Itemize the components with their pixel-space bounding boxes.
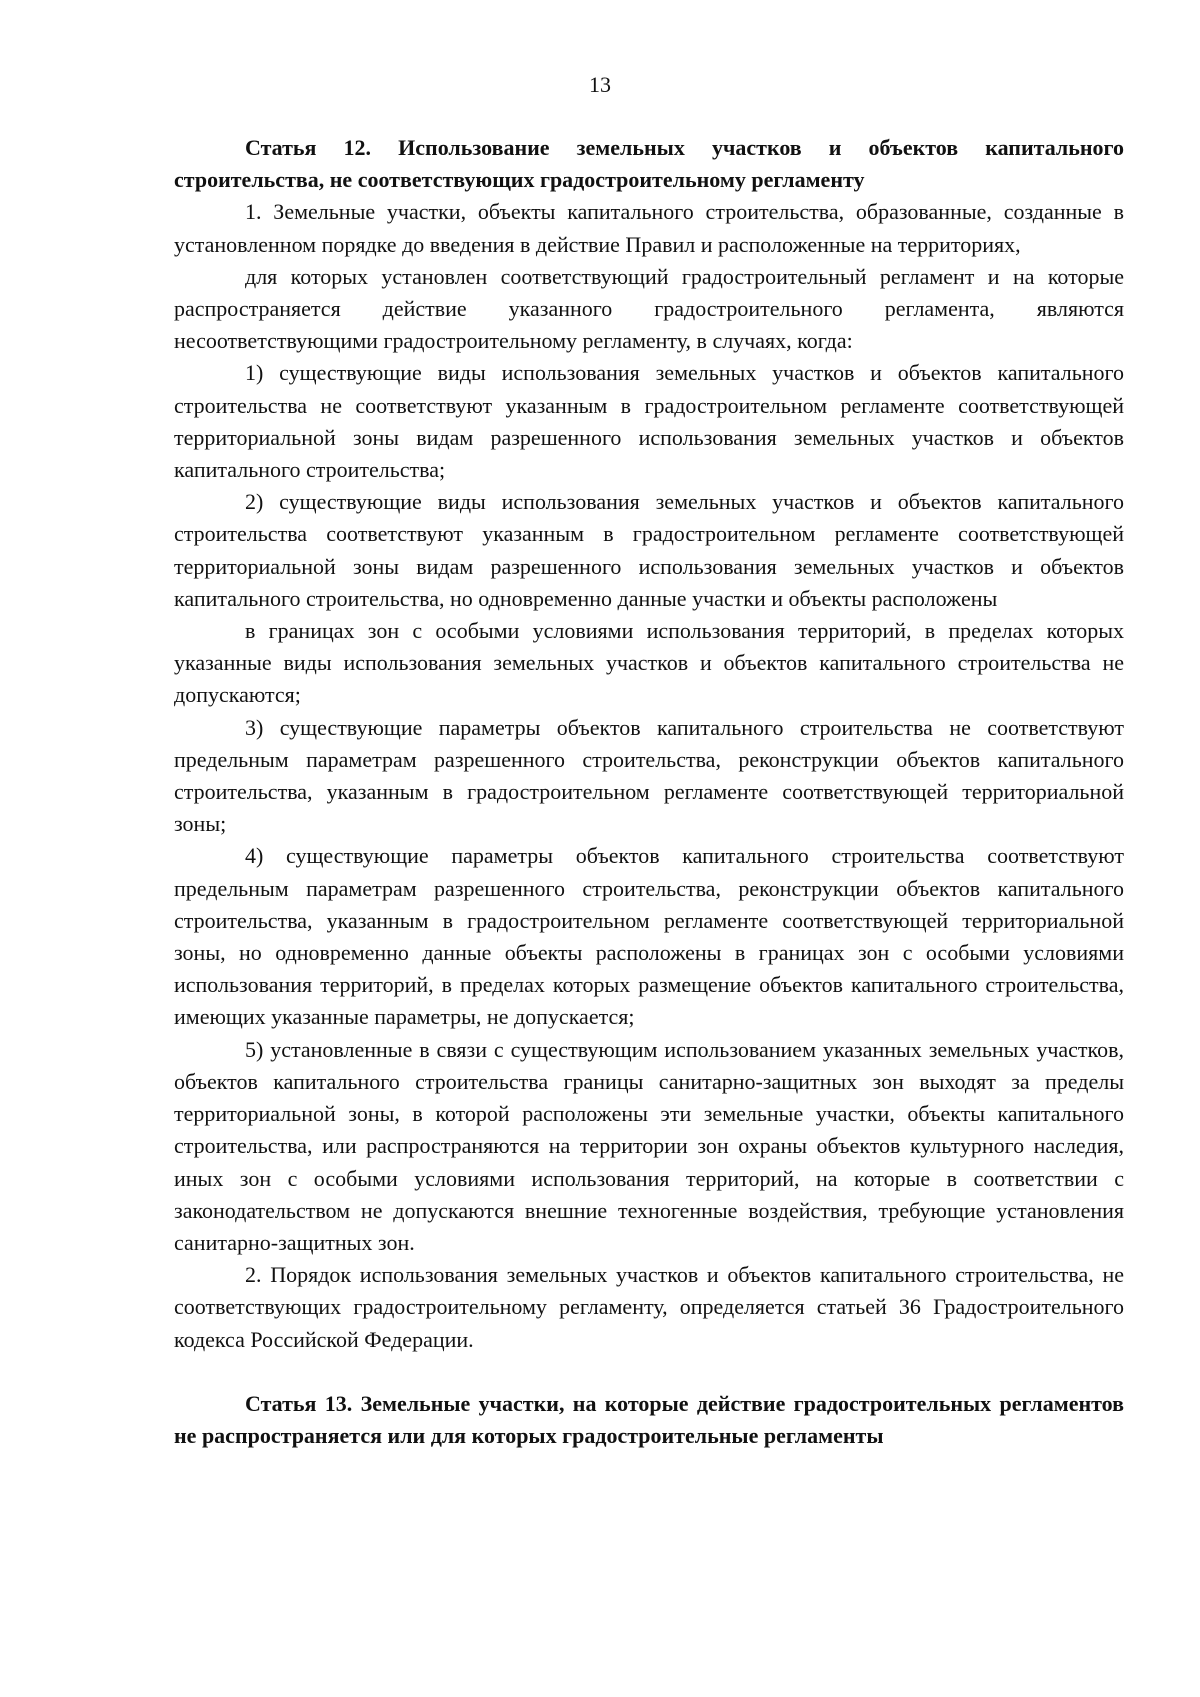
page-number: 13 — [589, 72, 611, 97]
article-12-paragraph-1: 1. Земельные участки, объекты капитального строительства, образованные, созданные в установленном порядке до введения в действие Правил и расположенные на территориях, — [174, 199, 1124, 257]
document-body — [174, 132, 1124, 1452]
article-12-item-2: 2) существующие виды использования земельных участков и объектов капитального строительства соответствуют указанным в градостроительном регламенте соответствующей территориальной зоны видам разрешенного использования земельных участков и объектов капитального строительства, но одновременно данные участки и объекты расположены — [174, 489, 1124, 611]
article-12-item-5: 5) установленные в связи с существующим использованием указанных земельных участков, объектов капитального строительства границы санитарно-защитных зон выходят за пределы территориальной зоны, в которой расположены эти земельные участки, объекты капитального строительства, или распространяются на территории зон охраны объектов культурного наследия, иных зон с особыми условиями использования территорий, на которые в соответствии с законодательством не допускаются внешние техногенные воздействия, требующие установления санитарно-защитных зон. — [174, 1036, 1124, 1255]
article-12-heading: Статья 12. Использование земельных участков и объектов капитального строительства, не соответствующих градостроительному регламенту — [174, 135, 1124, 193]
article-13 — [174, 1388, 1124, 1452]
article-12-item-3: 3) существующие параметры объектов капитального строительства не соответствуют предельным параметрам разрешенного строительства, реконструкции объектов капитального строительства, указанным в градостроительном регламенте соответствующей территориальной зоны; — [174, 714, 1124, 837]
article-12-item-1: 1) существующие виды использования земельных участков и объектов капитального строительства не соответствуют указанным в градостроительном регламенте соответствующей территориальной зоны видам разрешенного использования земельных участков и объектов капитального строительства; — [174, 360, 1124, 483]
article-12-paragraph-1-continued: для которых установлен соответствующий градостроительный регламент и на которые распространяется действие указанного градостроительного регламента, являются несоответствующими градостроительному регламенту, в случаях, когда: — [174, 263, 1124, 354]
article-13-heading: Статья 13. Земельные участки, на которые действие градостроительных регламентов не распространяется или для которых градостроительные регламенты — [174, 1390, 1124, 1449]
article-12-paragraph-2: 2. Порядок использования земельных участков и объектов капитального строительства, не соответствующих градостроительному регламенту, определяется статьей 36 Градостроительного кодекса Российской Федерации. — [174, 1262, 1124, 1352]
section-spacer — [174, 1356, 1124, 1388]
article-12-item-2-continued: в границах зон с особыми условиями использования территорий, в пределах которых указанные виды использования земельных участков и объектов капитального строительства не допускаются; — [174, 618, 1124, 708]
article-12 — [174, 132, 1124, 1356]
article-12-item-4: 4) существующие параметры объектов капитального строительства соответствуют предельным параметрам разрешенного строительства, реконструкции объектов капитального строительства, указанным в градостроительном регламенте соответствующей территориальной зоны, но одновременно данные объекты расположены в границах зон с особыми условиями использования территорий, в пределах которых размещение объектов капитального строительства, имеющих указанные параметры, не допускается; — [174, 843, 1124, 1030]
